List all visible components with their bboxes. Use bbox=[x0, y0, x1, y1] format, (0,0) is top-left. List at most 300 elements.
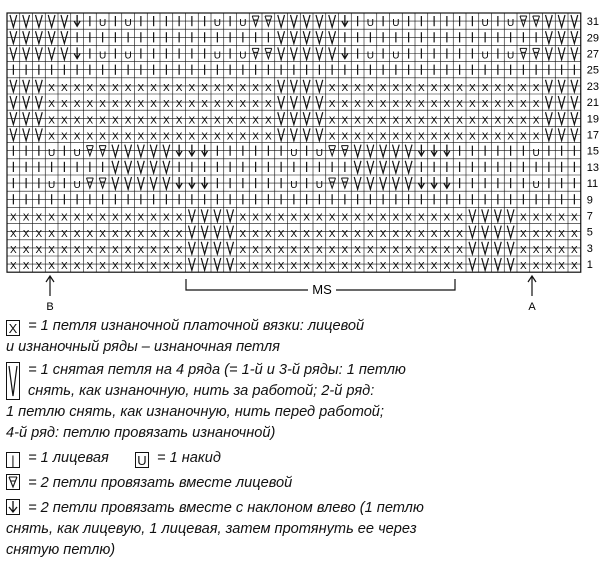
stitch-purl-garter: X bbox=[137, 245, 145, 256]
stitch-yarn-over: U bbox=[99, 18, 107, 30]
stitch-purl-garter: X bbox=[188, 131, 196, 143]
stitch-yarn-over: U bbox=[213, 50, 221, 62]
stitch-purl-garter: X bbox=[367, 261, 374, 273]
stitch-purl-garter: X bbox=[443, 131, 451, 143]
stitch-purl-garter: X bbox=[175, 131, 183, 143]
stitch-purl-garter: X bbox=[48, 228, 55, 240]
stitch-purl-garter: X bbox=[22, 245, 30, 256]
stitch-purl-garter: X bbox=[86, 131, 94, 143]
stitch-purl-garter: X bbox=[290, 228, 298, 240]
stitch-purl-garter: X bbox=[175, 245, 183, 256]
stitch-purl-garter: X bbox=[507, 99, 514, 111]
stitch-purl-garter: X bbox=[163, 228, 170, 240]
stitch-purl-garter: X bbox=[188, 115, 196, 127]
stitch-purl-garter: X bbox=[226, 99, 234, 111]
stitch-purl-garter: X bbox=[86, 115, 94, 127]
stitch-purl-garter: X bbox=[354, 261, 361, 273]
stitch-purl-garter: X bbox=[494, 83, 502, 94]
stitch-purl-garter: X bbox=[61, 83, 68, 94]
stitch-purl-garter: X bbox=[341, 131, 349, 143]
row-number: 11 bbox=[586, 178, 599, 191]
stitch-purl-garter: X bbox=[99, 212, 106, 224]
row-number: 27 bbox=[586, 48, 599, 61]
stitch-purl-garter: X bbox=[112, 99, 119, 111]
stitch-purl-garter: X bbox=[354, 212, 361, 224]
legend-knit-text: = 1 лицевая bbox=[28, 450, 109, 466]
stitch-yarn-over: U bbox=[532, 180, 540, 192]
stitch-purl-garter: X bbox=[532, 212, 540, 224]
row-number: 29 bbox=[586, 32, 599, 45]
stitch-purl-garter: X bbox=[35, 261, 43, 273]
legend-knit-yo bbox=[6, 448, 602, 469]
stitch-purl-garter: X bbox=[73, 261, 81, 273]
stitch-purl-garter: X bbox=[73, 115, 81, 127]
stitch-purl-garter: X bbox=[252, 212, 259, 224]
stitch-purl-garter: X bbox=[10, 212, 17, 224]
stitch-purl-garter: X bbox=[571, 212, 578, 224]
row-number: 9 bbox=[586, 194, 593, 207]
stitch-yarn-over: U bbox=[315, 147, 323, 159]
stitch-purl-garter: X bbox=[99, 115, 106, 127]
stitch-purl-garter: X bbox=[99, 261, 106, 273]
stitch-purl-garter: X bbox=[214, 99, 221, 111]
stitch-purl-garter: X bbox=[430, 115, 438, 127]
row-number: 25 bbox=[586, 64, 599, 77]
purl-symbol-icon: X bbox=[6, 320, 20, 336]
row-number: 3 bbox=[586, 242, 593, 255]
stitch-purl-garter: X bbox=[124, 99, 132, 111]
stitch-purl-garter: X bbox=[277, 212, 285, 224]
stitch-purl-garter: X bbox=[520, 212, 527, 224]
stitch-yarn-over: U bbox=[366, 18, 374, 30]
stitch-purl-garter: X bbox=[418, 212, 425, 224]
stitch-purl-garter: X bbox=[430, 212, 438, 224]
row-number: 19 bbox=[586, 113, 599, 126]
stitch-purl-garter: X bbox=[341, 228, 349, 240]
stitch-purl-garter: X bbox=[290, 261, 298, 273]
stitch-purl-garter: X bbox=[163, 115, 170, 127]
stitch-purl-garter: X bbox=[175, 228, 183, 240]
stitch-purl-garter: X bbox=[328, 261, 336, 273]
stitch-purl-garter: X bbox=[405, 131, 412, 143]
stitch-purl-garter: X bbox=[290, 245, 298, 256]
stitch-purl-garter: X bbox=[443, 115, 451, 127]
stitch-purl-garter: X bbox=[150, 131, 157, 143]
stitch-purl-garter: X bbox=[214, 115, 221, 127]
stitch-purl-garter: X bbox=[112, 245, 119, 256]
stitch-purl-garter: X bbox=[469, 131, 476, 143]
stitch-purl-garter: X bbox=[188, 99, 196, 111]
stitch-purl-garter: X bbox=[379, 131, 387, 143]
stitch-purl-garter: X bbox=[150, 115, 157, 127]
legend-ssk-cont2: снятую петлю) bbox=[6, 542, 116, 558]
stitch-purl-garter: X bbox=[418, 245, 425, 256]
stitch-purl-garter: X bbox=[252, 261, 259, 273]
stitch-purl-garter: X bbox=[188, 83, 196, 94]
slip-symbol-icon bbox=[6, 362, 20, 400]
stitch-purl-garter: X bbox=[175, 99, 183, 111]
stitch-purl-garter: X bbox=[571, 261, 578, 273]
stitch-purl-garter: X bbox=[494, 99, 502, 111]
stitch-purl-garter: X bbox=[214, 83, 221, 94]
stitch-purl-garter: X bbox=[99, 83, 106, 94]
stitch-purl-garter: X bbox=[392, 115, 400, 127]
stitch-purl-garter: X bbox=[430, 131, 438, 143]
stitch-purl-garter: X bbox=[150, 83, 157, 94]
stitch-purl-garter: X bbox=[201, 83, 208, 94]
stitch-purl-garter: X bbox=[265, 99, 272, 111]
yarn-over-symbol-icon: U bbox=[135, 452, 149, 468]
stitch-purl-garter: X bbox=[10, 245, 17, 256]
stitch-purl-garter: X bbox=[532, 261, 540, 273]
stitch-purl-garter: X bbox=[494, 115, 502, 127]
stitch-purl-garter: X bbox=[558, 212, 565, 224]
legend-k2tog bbox=[6, 473, 602, 494]
symbol-legend bbox=[6, 316, 602, 561]
stitch-purl-garter: X bbox=[99, 245, 106, 256]
stitch-purl-garter: X bbox=[201, 131, 208, 143]
marker-b bbox=[46, 276, 54, 313]
stitch-purl-garter: X bbox=[124, 115, 132, 127]
stitch-purl-garter: X bbox=[239, 261, 247, 273]
row-number: 1 bbox=[586, 259, 593, 272]
legend-slip-text: = 1 снятая петля на 4 ряда (= 1-й и 3-й ряды: 1 петлю bbox=[28, 362, 406, 378]
stitch-purl-garter: X bbox=[571, 245, 578, 256]
stitch-purl-garter: X bbox=[112, 131, 119, 143]
stitch-purl-garter: X bbox=[163, 83, 170, 94]
stitch-purl-garter: X bbox=[328, 245, 336, 256]
stitch-yarn-over: U bbox=[507, 50, 515, 62]
stitch-purl-garter: X bbox=[316, 261, 323, 273]
stitch-purl-garter: X bbox=[379, 212, 387, 224]
repeat-label: MS bbox=[312, 282, 332, 297]
stitch-purl-garter: X bbox=[86, 99, 94, 111]
stitch-purl-garter: X bbox=[392, 228, 400, 240]
stitch-purl-garter: X bbox=[252, 83, 259, 94]
stitch-purl-garter: X bbox=[430, 228, 438, 240]
stitch-purl-garter: X bbox=[201, 99, 208, 111]
stitch-purl-garter: X bbox=[73, 212, 81, 224]
stitch-purl-garter: X bbox=[443, 228, 451, 240]
row-number: 31 bbox=[586, 16, 599, 29]
stitch-purl-garter: X bbox=[367, 83, 374, 94]
stitch-purl-garter: X bbox=[48, 245, 55, 256]
stitch-purl-garter: X bbox=[239, 131, 247, 143]
stitch-purl-garter: X bbox=[328, 115, 336, 127]
stitch-purl-garter: X bbox=[367, 212, 374, 224]
stitch-purl-garter: X bbox=[316, 212, 323, 224]
stitch-purl-garter: X bbox=[239, 228, 247, 240]
stitch-yarn-over: U bbox=[392, 50, 400, 62]
stitch-purl-garter: X bbox=[175, 261, 183, 273]
stitch-purl-garter: X bbox=[520, 115, 527, 127]
stitch-purl-garter: X bbox=[481, 99, 489, 111]
stitch-purl-garter: X bbox=[405, 99, 412, 111]
stitch-purl-garter: X bbox=[175, 115, 183, 127]
row-number: 5 bbox=[586, 226, 593, 239]
stitch-purl-garter: X bbox=[48, 99, 55, 111]
stitch-purl-garter: X bbox=[558, 228, 565, 240]
stitch-purl-garter: X bbox=[469, 115, 476, 127]
stitch-purl-garter: X bbox=[48, 115, 55, 127]
stitch-purl-garter: X bbox=[520, 83, 527, 94]
stitch-purl-garter: X bbox=[443, 261, 451, 273]
stitch-purl-garter: X bbox=[86, 261, 94, 273]
stitch-purl-garter: X bbox=[277, 261, 285, 273]
stitch-purl-garter: X bbox=[430, 245, 438, 256]
stitch-purl-garter: X bbox=[354, 99, 361, 111]
stitch-purl-garter: X bbox=[507, 115, 514, 127]
stitch-purl-garter: X bbox=[328, 99, 336, 111]
stitch-purl-garter: X bbox=[443, 83, 451, 94]
row-number: 7 bbox=[586, 210, 593, 223]
stitch-purl-garter: X bbox=[328, 212, 336, 224]
stitch-yarn-over: U bbox=[239, 50, 247, 62]
stitch-yarn-over: U bbox=[124, 18, 132, 30]
stitch-purl-garter: X bbox=[303, 261, 310, 273]
stitch-purl-garter: X bbox=[545, 228, 553, 240]
stitch-purl-garter: X bbox=[61, 228, 68, 240]
stitch-purl-garter: X bbox=[443, 99, 451, 111]
stitch-purl-garter: X bbox=[10, 261, 17, 273]
stitch-purl-garter: X bbox=[354, 115, 361, 127]
stitch-purl-garter: X bbox=[61, 131, 68, 143]
stitch-purl-garter: X bbox=[328, 131, 336, 143]
stitch-purl-garter: X bbox=[226, 131, 234, 143]
stitch-purl-garter: X bbox=[405, 245, 412, 256]
stitch-purl-garter: X bbox=[341, 115, 349, 127]
stitch-purl-garter: X bbox=[22, 212, 30, 224]
stitch-purl-garter: X bbox=[99, 228, 106, 240]
stitch-purl-garter: X bbox=[124, 261, 132, 273]
stitch-purl-garter: X bbox=[405, 261, 412, 273]
stitch-yarn-over: U bbox=[239, 18, 247, 30]
stitch-purl-garter: X bbox=[303, 228, 310, 240]
stitch-purl-garter: X bbox=[239, 245, 247, 256]
stitch-yarn-over: U bbox=[507, 18, 515, 30]
stitch-purl-garter: X bbox=[150, 245, 157, 256]
repeat-bracket bbox=[186, 279, 455, 297]
stitch-purl-garter: X bbox=[150, 212, 157, 224]
stitch-purl-garter: X bbox=[316, 245, 323, 256]
stitch-purl-garter: X bbox=[392, 245, 400, 256]
stitch-purl-garter: X bbox=[341, 261, 349, 273]
stitch-purl-garter: X bbox=[150, 261, 157, 273]
stitch-purl-garter: X bbox=[252, 115, 259, 127]
stitch-purl-garter: X bbox=[532, 228, 540, 240]
stitch-purl-garter: X bbox=[456, 83, 463, 94]
stitch-purl-garter: X bbox=[61, 99, 68, 111]
stitch-yarn-over: U bbox=[73, 147, 81, 159]
stitch-purl-garter: X bbox=[48, 131, 55, 143]
stitch-purl-garter: X bbox=[545, 212, 553, 224]
stitch-purl-garter: X bbox=[175, 83, 183, 94]
stitch-purl-garter: X bbox=[418, 131, 425, 143]
stitch-purl-garter: X bbox=[545, 261, 553, 273]
stitch-purl-garter: X bbox=[481, 115, 489, 127]
stitch-purl-garter: X bbox=[341, 245, 349, 256]
stitch-purl-garter: X bbox=[86, 228, 94, 240]
stitch-purl-garter: X bbox=[252, 131, 259, 143]
stitch-purl-garter: X bbox=[392, 261, 400, 273]
stitch-purl-garter: X bbox=[265, 212, 272, 224]
stitch-purl-garter: X bbox=[367, 228, 374, 240]
marker-a bbox=[528, 276, 536, 313]
stitch-purl-garter: X bbox=[456, 99, 463, 111]
stitch-purl-garter: X bbox=[532, 83, 540, 94]
stitch-purl-garter: X bbox=[124, 228, 132, 240]
stitch-purl-garter: X bbox=[61, 245, 68, 256]
stitch-purl-garter: X bbox=[137, 115, 145, 127]
stitch-purl-garter: X bbox=[239, 83, 247, 94]
stitch-purl-garter: X bbox=[48, 212, 55, 224]
stitch-yarn-over: U bbox=[481, 18, 489, 30]
stitch-purl-garter: X bbox=[10, 228, 17, 240]
legend-ssk-cont1: снять, как лицевую, 1 лицевая, затем протянуть ее через bbox=[6, 521, 417, 537]
stitch-purl-garter: X bbox=[430, 261, 438, 273]
stitch-purl-garter: X bbox=[163, 245, 170, 256]
stitch-purl-garter: X bbox=[73, 228, 81, 240]
stitch-purl-garter: X bbox=[124, 83, 132, 94]
stitch-purl-garter: X bbox=[22, 261, 30, 273]
stitch-purl-garter: X bbox=[99, 99, 106, 111]
legend-slip bbox=[6, 360, 602, 381]
stitch-purl-garter: X bbox=[252, 245, 259, 256]
legend-slip-cont1: снять, как изнаночную, нить за работой; 2-й ряд: bbox=[28, 383, 375, 399]
stitch-purl-garter: X bbox=[290, 212, 298, 224]
stitch-purl-garter: X bbox=[226, 115, 234, 127]
stitch-purl-garter: X bbox=[175, 212, 183, 224]
stitch-purl-garter: X bbox=[22, 228, 30, 240]
row-number: 13 bbox=[586, 161, 599, 174]
stitch-yarn-over: U bbox=[73, 180, 81, 192]
stitch-yarn-over: U bbox=[213, 18, 221, 30]
stitch-purl-garter: X bbox=[163, 99, 170, 111]
stitch-purl-garter: X bbox=[99, 131, 106, 143]
stitch-purl-garter: X bbox=[532, 115, 540, 127]
stitch-purl-garter: X bbox=[379, 115, 387, 127]
stitch-purl-garter: X bbox=[35, 228, 43, 240]
row-number-labels bbox=[587, 16, 599, 271]
stitch-purl-garter: X bbox=[418, 83, 425, 94]
stitch-purl-garter: X bbox=[163, 131, 170, 143]
stitch-yarn-over: U bbox=[48, 180, 56, 192]
stitch-purl-garter: X bbox=[137, 99, 145, 111]
stitch-purl-garter: X bbox=[443, 245, 451, 256]
stitch-purl-garter: X bbox=[367, 131, 374, 143]
stitch-purl-garter: X bbox=[112, 228, 119, 240]
stitch-purl-garter: X bbox=[137, 131, 145, 143]
stitch-purl-garter: X bbox=[328, 83, 336, 94]
stitch-purl-garter: X bbox=[430, 99, 438, 111]
stitch-purl-garter: X bbox=[469, 83, 476, 94]
stitch-purl-garter: X bbox=[61, 212, 68, 224]
stitch-purl-garter: X bbox=[239, 115, 247, 127]
stitch-purl-garter: X bbox=[481, 83, 489, 94]
stitch-purl-garter: X bbox=[163, 261, 170, 273]
stitch-purl-garter: X bbox=[367, 245, 374, 256]
stitch-purl-garter: X bbox=[48, 261, 55, 273]
stitch-purl-garter: X bbox=[252, 228, 259, 240]
stitch-purl-garter: X bbox=[443, 212, 451, 224]
stitch-yarn-over: U bbox=[532, 147, 540, 159]
stitch-purl-garter: X bbox=[379, 228, 387, 240]
stitch-purl-garter: X bbox=[112, 83, 119, 94]
stitch-purl-garter: X bbox=[201, 115, 208, 127]
stitch-purl-garter: X bbox=[265, 245, 272, 256]
legend-yo-text: = 1 накид bbox=[157, 450, 221, 466]
stitch-purl-garter: X bbox=[354, 83, 361, 94]
stitch-purl-garter: X bbox=[392, 131, 400, 143]
stitch-purl-garter: X bbox=[73, 245, 81, 256]
stitch-purl-garter: X bbox=[418, 115, 425, 127]
stitch-purl-garter: X bbox=[48, 83, 55, 94]
stitch-purl-garter: X bbox=[239, 212, 247, 224]
stitch-purl-garter: X bbox=[265, 228, 272, 240]
stitch-purl-garter: X bbox=[456, 115, 463, 127]
stitch-purl-garter: X bbox=[418, 261, 425, 273]
stitch-purl-garter: X bbox=[507, 131, 514, 143]
stitch-purl-garter: X bbox=[532, 99, 540, 111]
stitch-purl-garter: X bbox=[392, 83, 400, 94]
stitch-purl-garter: X bbox=[520, 228, 527, 240]
stitch-purl-garter: X bbox=[392, 99, 400, 111]
stitch-purl-garter: X bbox=[379, 245, 387, 256]
stitch-purl-garter: X bbox=[316, 228, 323, 240]
stitch-purl-garter: X bbox=[150, 228, 157, 240]
stitch-purl-garter: X bbox=[520, 261, 527, 273]
stitch-purl-garter: X bbox=[532, 131, 540, 143]
stitch-yarn-over: U bbox=[99, 50, 107, 62]
stitch-purl-garter: X bbox=[456, 212, 463, 224]
stitch-purl-garter: X bbox=[277, 228, 285, 240]
stitch-purl-garter: X bbox=[430, 83, 438, 94]
stitch-purl-garter: X bbox=[405, 228, 412, 240]
stitch-purl-garter: X bbox=[35, 245, 43, 256]
legend-k2tog-text: = 2 петли провязать вместе лицевой bbox=[28, 475, 293, 491]
stitch-purl-garter: X bbox=[469, 99, 476, 111]
stitch-purl-garter: X bbox=[124, 212, 132, 224]
legend-ssk-text: = 2 петли провязать вместе с наклоном влево (1 петлю bbox=[28, 500, 424, 516]
stitch-purl-garter: X bbox=[341, 212, 349, 224]
stitch-purl-garter: X bbox=[265, 115, 272, 127]
stitch-purl-garter: X bbox=[405, 212, 412, 224]
stitch-purl-garter: X bbox=[379, 83, 387, 94]
stitch-purl-garter: X bbox=[456, 228, 463, 240]
stitch-purl-garter: X bbox=[137, 83, 145, 94]
legend-purl-text: = 1 петля изнаночной платочной вязки: лицевой bbox=[28, 318, 365, 334]
stitch-purl-garter: X bbox=[303, 245, 310, 256]
row-number: 17 bbox=[586, 129, 599, 142]
stitch-purl-garter: X bbox=[405, 83, 412, 94]
stitch-purl-garter: X bbox=[35, 212, 43, 224]
stitch-purl-garter: X bbox=[456, 131, 463, 143]
stitch-purl-garter: X bbox=[137, 212, 145, 224]
stitch-purl-garter: X bbox=[354, 245, 361, 256]
stitch-purl-garter: X bbox=[481, 131, 489, 143]
stitch-purl-garter: X bbox=[571, 228, 578, 240]
stitch-purl-garter: X bbox=[456, 261, 463, 273]
stitch-yarn-over: U bbox=[48, 147, 56, 159]
stitch-purl-garter: X bbox=[367, 115, 374, 127]
stitch-purl-garter: X bbox=[520, 245, 527, 256]
stitch-yarn-over: U bbox=[392, 18, 400, 30]
stitch-purl-garter: X bbox=[73, 83, 81, 94]
knit-symbol-icon: | bbox=[6, 452, 20, 468]
stitch-purl-garter: X bbox=[354, 131, 361, 143]
stitch-purl-garter: X bbox=[214, 131, 221, 143]
stitch-purl-garter: X bbox=[341, 83, 349, 94]
